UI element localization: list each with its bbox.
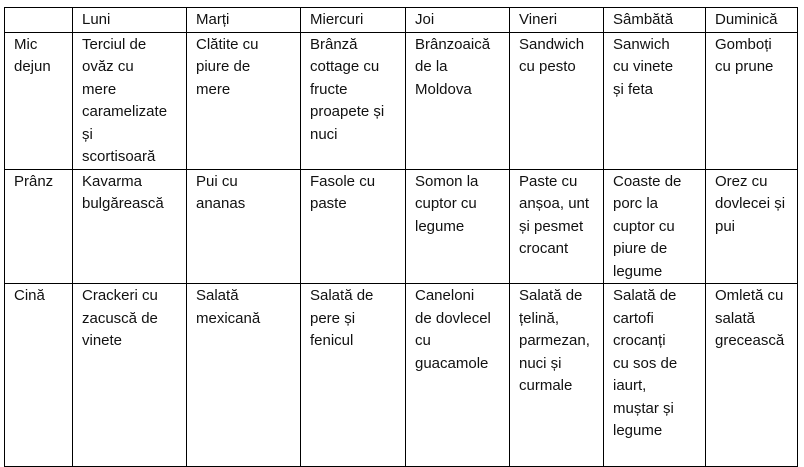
cell-text-line: dejun [14, 58, 51, 75]
cell-text-line: crocant [519, 240, 569, 257]
header-day-cell[interactable]: Luni [73, 8, 187, 33]
cell-text-line: Prânz [14, 172, 54, 190]
cell-text-line: Moldova [415, 80, 472, 98]
cell-text-line: scortisoară [82, 148, 156, 165]
cell-text-line: de dovlecel [415, 309, 491, 327]
cell-text-line: Kavarma [82, 172, 143, 190]
meal-cell[interactable] [406, 284, 510, 467]
cell-text-line: ananas [196, 195, 246, 212]
header-day-cell[interactable]: Miercuri [301, 8, 406, 33]
header-day-cell[interactable]: Sâmbătă [604, 8, 706, 33]
meal-cell[interactable] [73, 169, 187, 284]
cell-text-line: și feta [613, 80, 654, 98]
cell-text-line: cu pesto [519, 58, 576, 75]
cell-text-line: de la [415, 58, 448, 75]
meal-cell[interactable] [73, 284, 187, 467]
cell-text-line: Omletă cu [715, 287, 784, 304]
cell-text-line: ovăz cu [82, 58, 134, 75]
meal-cell[interactable] [406, 169, 510, 284]
header-day-cell[interactable]: Joi [406, 8, 510, 33]
cell-text-line: nuci și [519, 354, 562, 372]
cell-text-line: guacamole [415, 354, 489, 372]
meal-cell[interactable] [301, 169, 406, 284]
header-day-cell[interactable]: Duminică [706, 8, 798, 33]
meal-cell[interactable] [301, 32, 406, 169]
cell-text-line: Caneloni [415, 287, 475, 304]
meal-cell[interactable] [187, 32, 301, 169]
cell-text-line: pui [715, 217, 736, 235]
table-row [5, 169, 798, 284]
cell-text-line: piure de [196, 58, 251, 75]
cell-text-line: Somon la [415, 172, 479, 190]
meal-plan-table [4, 7, 798, 467]
cell-text-line: bulgărească [82, 195, 164, 212]
cell-text-line: Clătite cu [196, 35, 259, 53]
cell-text-line: legume [415, 217, 465, 235]
cell-text-line: curmale [519, 377, 573, 394]
cell-text-line: cu prune [715, 58, 774, 75]
cell-text-line: Coaste de [613, 172, 682, 190]
cell-text-line: cu vinete [613, 58, 674, 75]
cell-text-line: Fasole cu [310, 172, 376, 190]
cell-text-line: Cină [14, 287, 45, 304]
cell-text-line: paste [310, 195, 347, 212]
cell-text-line: Paste cu [519, 172, 578, 190]
table-row [5, 32, 798, 169]
cell-text-line: cu [415, 332, 431, 349]
cell-text-line: Salată de [519, 287, 583, 304]
table-row [5, 284, 798, 467]
cell-text-line: fructe [310, 80, 348, 98]
cell-text-line: Salată de [613, 287, 677, 304]
cell-text-line: Brânză [310, 35, 358, 53]
meal-cell[interactable] [510, 284, 604, 467]
meal-label-cell[interactable] [5, 169, 73, 284]
meal-cell[interactable] [187, 284, 301, 467]
cell-text-line: porc la [613, 195, 659, 212]
cell-text-line: pere și [310, 309, 356, 327]
cell-text-line: nuci [310, 125, 338, 143]
meal-cell[interactable] [604, 32, 706, 169]
cell-text-line: cu sos de [613, 354, 678, 372]
cell-text-line: Salată de [310, 287, 374, 304]
cell-text-line: cottage cu [310, 58, 380, 75]
cell-text-line: dovlecei și [715, 195, 786, 212]
cell-text-line: cuptor cu [415, 195, 477, 212]
cell-text-line: muștar și [613, 399, 674, 417]
cell-text-line: salată [715, 309, 756, 327]
meal-label-cell[interactable] [5, 284, 73, 467]
meal-cell[interactable] [73, 32, 187, 169]
header-corner-cell[interactable] [5, 8, 73, 33]
header-row [5, 8, 798, 33]
cell-text-line: Crackeri cu [82, 287, 158, 304]
cell-text-line: Salată [196, 287, 239, 304]
cell-text-line: zacuscă de [82, 309, 158, 327]
cell-text-line: Pui cu [196, 172, 238, 190]
cell-text-line: mexicană [196, 309, 261, 327]
cell-text-line: fenicul [310, 332, 354, 349]
meal-cell[interactable] [510, 32, 604, 169]
cell-text-line: piure de [613, 240, 668, 257]
meal-cell[interactable] [187, 169, 301, 284]
meal-cell[interactable] [604, 169, 706, 284]
cell-text-line: mere [196, 80, 231, 98]
cell-text-line: Sanwich [613, 35, 670, 53]
cell-text-line: legume [613, 422, 663, 439]
header-day-cell[interactable]: Marți [187, 8, 301, 33]
cell-text-line: și [82, 125, 93, 143]
cell-text-line: parmezan, [519, 332, 590, 349]
cell-text-line: și pesmet [519, 217, 584, 235]
cell-text-line: proapete și [310, 103, 385, 120]
cell-text-line: Mic [14, 35, 38, 53]
cell-text-line: țelină, [519, 309, 560, 327]
cell-text-line: anșoa, unt [519, 195, 590, 212]
cell-text-line: Brânzoaică [415, 35, 491, 53]
cell-text-line: mere [82, 80, 117, 98]
cell-text-line: cuptor cu [613, 217, 675, 235]
meal-cell[interactable] [604, 284, 706, 467]
cell-text-line: Sandwich [519, 35, 585, 53]
cell-text-line: legume [613, 262, 663, 280]
meal-cell[interactable] [706, 284, 798, 467]
meal-cell[interactable] [510, 169, 604, 284]
header-day-cell[interactable]: Vineri [510, 8, 604, 33]
cell-text-line: iaurt, [613, 377, 647, 394]
meal-cell[interactable] [301, 284, 406, 467]
cell-text-line: crocanți [613, 332, 666, 349]
cell-text-line: vinete [82, 332, 123, 349]
meal-cell[interactable] [706, 32, 798, 169]
cell-text-line: Orez cu [715, 172, 768, 190]
cell-text-line: Terciul de [82, 35, 147, 53]
meal-label-cell[interactable] [5, 32, 73, 169]
cell-text-line: Gomboți [715, 35, 772, 53]
cell-text-line: caramelizate [82, 103, 168, 120]
meal-cell[interactable] [706, 169, 798, 284]
cell-text-line: grecească [715, 332, 785, 349]
cell-text-line: cartofi [613, 309, 654, 327]
meal-cell[interactable] [406, 32, 510, 169]
